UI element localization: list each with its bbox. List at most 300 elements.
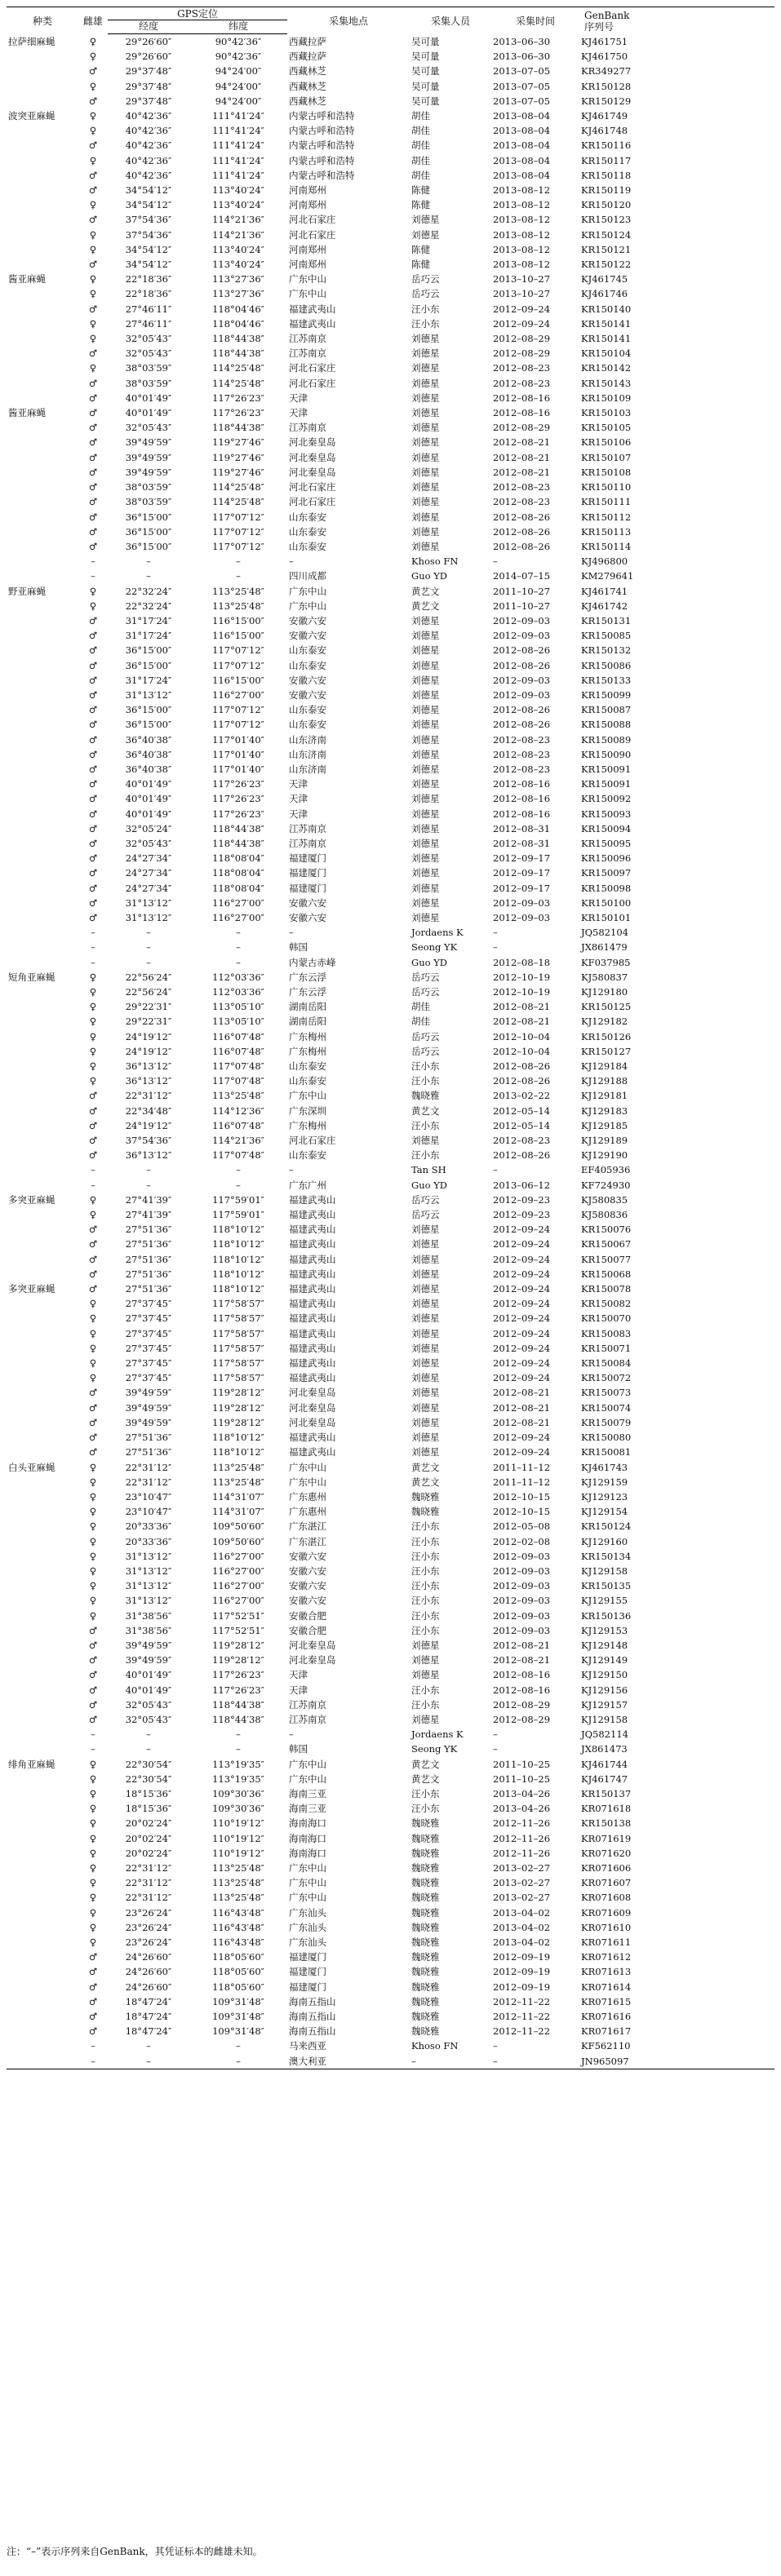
species-cell (7, 1564, 78, 1578)
species-cell (7, 494, 78, 509)
time-cell: – (493, 2040, 498, 2052)
time-cell: 2013–04–26 (493, 1803, 551, 1815)
site-cell: 福建厦门 (289, 867, 327, 879)
time-cell: 2012–10–04 (493, 1030, 551, 1042)
sex-cell: ♂ (88, 659, 98, 671)
time-cell: 2013–08–12 (493, 228, 551, 241)
genbank-cell: KR150142 (581, 362, 632, 374)
site-cell: 广东中山 (289, 1476, 327, 1488)
table-row (7, 613, 774, 628)
time-cell: 2011–10–25 (493, 1773, 551, 1785)
latitude-cell: 119°28′12″ (212, 1416, 264, 1428)
table-row (7, 1059, 774, 1073)
longitude-cell: 23°10′47″ (125, 1490, 172, 1503)
species-cell (7, 1801, 78, 1816)
table-row (7, 480, 774, 494)
collector-cell: 魏晓雅 (411, 1877, 440, 1889)
genbank-cell: KR150134 (581, 1550, 632, 1562)
species-cell (7, 1861, 78, 1875)
latitude-cell: 112°03′36″ (212, 986, 264, 998)
species-cell (7, 1044, 78, 1059)
site-cell: 广东惠州 (289, 1490, 327, 1503)
genbank-cell: KR150101 (581, 911, 632, 923)
sex-cell: ♀ (89, 199, 97, 211)
species-cell (7, 2024, 78, 2038)
species-cell (7, 1415, 78, 1430)
collector-cell: 刘德星 (411, 511, 440, 523)
table-row (7, 1118, 774, 1133)
site-cell: 河北秦皇岛 (289, 451, 336, 463)
table-row (7, 1697, 774, 1712)
collector-cell: 刘德星 (411, 1312, 440, 1325)
longitude-cell: 31°13′12″ (125, 1580, 172, 1592)
latitude-cell: 117°07′12″ (212, 511, 264, 523)
time-cell: 2012–08–29 (493, 1713, 551, 1725)
time-cell: 2012–08–21 (493, 451, 551, 463)
sex-cell: ♀ (89, 1892, 97, 1904)
site-cell: 福建武夷山 (289, 303, 336, 315)
sex-cell: ♀ (89, 333, 97, 345)
collector-cell: 岳巧云 (411, 971, 440, 983)
time-cell: 2012–09–19 (493, 1951, 551, 1963)
longitude-cell: 34°54′12″ (125, 259, 172, 271)
time-cell: 2012–08–29 (493, 333, 551, 345)
latitude-cell: 116°07′48″ (212, 1045, 264, 1057)
longitude-cell: 23°26′24″ (125, 1906, 172, 1919)
time-cell: 2012–09–24 (493, 1372, 551, 1384)
longitude-cell: 39°49′59″ (125, 1654, 172, 1666)
table-row (7, 1831, 774, 1846)
collector-cell: 刘德星 (411, 822, 440, 834)
collector-cell: 汪小东 (411, 1149, 440, 1162)
collector-cell: 刘德星 (411, 911, 440, 923)
time-cell: 2012–08–31 (493, 837, 551, 849)
longitude-cell: 40°42′36″ (125, 154, 172, 166)
time-cell: 2012–08–23 (493, 1135, 551, 1147)
table-row (7, 791, 774, 806)
species-cell (7, 64, 78, 78)
species-cell (7, 865, 78, 880)
latitude-cell: 114°21′36″ (212, 214, 264, 226)
footnote: 注：“–”表示序列来自GenBank，其凭证标本的雌雄未知。 (7, 2546, 263, 2557)
latitude-cell: 118°10′12″ (212, 1238, 264, 1250)
site-cell: 广东惠州 (289, 1506, 327, 1518)
collector-cell: 刘德星 (411, 214, 440, 226)
collector-cell: 刘德星 (411, 481, 440, 494)
sex-cell: ♂ (88, 1283, 98, 1295)
sex-cell: ♂ (88, 511, 98, 523)
species-cell (7, 1311, 78, 1326)
genbank-cell: KF037985 (581, 956, 631, 968)
site-cell: 海南海口 (289, 1847, 327, 1859)
collector-cell: 黄艺文 (411, 1104, 440, 1117)
site-cell: 天津 (289, 407, 308, 419)
collector-cell: 刘德星 (411, 1327, 440, 1339)
sex-cell: ♂ (88, 2011, 98, 2023)
table-row (7, 1133, 774, 1148)
site-cell: 韩国 (289, 1743, 308, 1755)
collector-cell: 刘德星 (411, 540, 440, 552)
species-cell (7, 1370, 78, 1385)
time-cell: 2012–09–03 (493, 1624, 551, 1636)
longitude-cell: 31°13′12″ (125, 1595, 172, 1607)
species-cell (7, 1267, 78, 1281)
latitude-cell: – (236, 1164, 241, 1176)
site-cell: 广东湛江 (289, 1520, 327, 1533)
time-cell: 2012–08–26 (493, 1149, 551, 1162)
collector-cell: 胡佳 (411, 169, 431, 181)
table-row (7, 465, 774, 480)
table-row (7, 1237, 774, 1251)
site-cell: 河南郑州 (289, 199, 327, 211)
sex-cell: ♂ (88, 377, 98, 389)
sex-cell: ♀ (89, 585, 97, 597)
genbank-cell: KR071619 (581, 1832, 632, 1844)
site-cell: 澳大利亚 (287, 2054, 410, 2069)
genbank-cell: KJ129123 (581, 1490, 628, 1503)
species-cell (7, 1385, 78, 1400)
time-cell: 2013–07–05 (493, 95, 551, 107)
longitude-cell: 24°19′12″ (125, 1030, 172, 1042)
latitude-cell: – (236, 956, 241, 968)
latitude-cell: 113°19′35″ (212, 1773, 264, 1785)
longitude-cell: 27°37′45″ (125, 1312, 172, 1325)
sex-cell: – (91, 927, 95, 939)
longitude-cell: 27°51′36″ (125, 1283, 172, 1295)
collector-cell: Khoso FN (411, 2040, 459, 2052)
species-cell (7, 2038, 78, 2053)
table-row (7, 1861, 774, 1875)
species-cell (7, 1162, 78, 1177)
sex-cell: ♂ (88, 1713, 98, 1725)
genbank-cell: KJ129182 (581, 1016, 628, 1028)
collector-cell: 刘德星 (411, 1372, 440, 1384)
table-row (7, 1430, 774, 1445)
latitude-cell: 118°05′60″ (212, 1951, 264, 1963)
table-row (7, 123, 774, 138)
collector-cell: 刘德星 (411, 644, 440, 657)
species-cell (7, 1890, 78, 1905)
species-cell (7, 673, 78, 688)
species-cell (7, 851, 78, 865)
site-cell: 海南五指山 (289, 2011, 336, 2023)
site-cell: 内蒙古呼和浩特 (289, 169, 355, 181)
time-cell: 2012–11–22 (493, 2011, 551, 2023)
site-cell: 内蒙古呼和浩特 (289, 154, 355, 166)
sex-cell: ♀ (89, 1906, 97, 1919)
time-cell: 2012–08–16 (493, 793, 551, 805)
collector-cell: 汪小东 (411, 1075, 440, 1087)
header-genbank-line2: 序列号 (584, 20, 615, 33)
collector-cell: 刘德星 (411, 1135, 440, 1147)
species-cell (7, 1786, 78, 1801)
sex-cell: ♀ (89, 1327, 97, 1339)
site-cell: 福建厦门 (289, 1966, 327, 1978)
sex-cell: ♂ (88, 422, 98, 434)
time-cell: 2012–08–26 (493, 511, 551, 523)
table-row (7, 1445, 774, 1459)
site-cell: 河北石家庄 (289, 362, 336, 374)
longitude-cell: 22°18′36″ (125, 288, 172, 300)
longitude-cell: 24°26′60″ (125, 1951, 172, 1963)
site-cell: 广东梅州 (289, 1119, 327, 1131)
collector-cell: 魏晓雅 (411, 1921, 440, 1933)
genbank-cell: KJ129156 (581, 1684, 628, 1696)
genbank-cell: KR150071 (581, 1342, 632, 1354)
species-cell (7, 925, 78, 940)
site-cell: 福建武夷山 (289, 1268, 336, 1280)
species-cell (7, 985, 78, 999)
latitude-cell: 113°40′24″ (212, 184, 264, 197)
table-row (7, 821, 774, 836)
time-cell: 2012–09–24 (493, 317, 551, 330)
time-cell: 2012–08–23 (493, 496, 551, 508)
species-cell (7, 138, 78, 153)
table-row (7, 168, 774, 183)
collector-cell: 刘德星 (411, 1298, 440, 1310)
latitude-cell: 116°27′00″ (212, 1550, 264, 1562)
collector-cell: 魏晓雅 (411, 1995, 440, 2007)
species-cell (7, 1653, 78, 1667)
time-cell: 2012–05–14 (493, 1104, 551, 1117)
time-cell: 2012–11–22 (493, 1995, 551, 2007)
time-cell: 2012–08–21 (493, 1001, 551, 1013)
table-row (7, 1370, 774, 1385)
site-cell: 福建武夷山 (289, 1312, 336, 1325)
collector-cell: – (410, 2054, 491, 2069)
latitude-cell: 109°31′48″ (212, 2025, 264, 2038)
species-cell (7, 791, 78, 806)
species-cell (7, 999, 78, 1014)
collector-cell: 汪小东 (411, 1550, 440, 1562)
latitude-cell: 117°07′48″ (212, 1060, 264, 1073)
time-cell: 2012–08–26 (493, 719, 551, 731)
genbank-cell: KR150094 (581, 822, 632, 834)
species-cell (7, 391, 78, 405)
latitude-cell: 90°42′36″ (215, 36, 262, 47)
sex-cell: ♂ (88, 392, 98, 404)
species-cell (7, 807, 78, 821)
sex-cell: ♀ (89, 1580, 97, 1592)
site-cell: 广东中山 (289, 1877, 327, 1889)
table-row (7, 242, 774, 257)
time-cell: 2012–09–03 (493, 614, 551, 626)
time-cell: 2012–09–19 (493, 1966, 551, 1978)
longitude-cell: 32°05′43″ (125, 333, 172, 345)
genbank-cell: KR150138 (581, 1817, 632, 1830)
latitude-cell: 117°07′12″ (212, 704, 264, 716)
site-cell: 山东济南 (289, 733, 327, 746)
table-row (7, 94, 774, 108)
time-cell: 2012–08–26 (493, 525, 551, 538)
genbank-cell: KJ461744 (581, 1758, 628, 1770)
site-cell: 海南五指山 (289, 2025, 336, 2038)
longitude-cell: 40°42′36″ (125, 139, 172, 152)
species-cell (7, 1029, 78, 1044)
collector-cell: 黄艺文 (411, 1476, 440, 1488)
site-cell: 江苏南京 (289, 822, 327, 834)
sex-cell: ♂ (88, 1966, 98, 1978)
site-cell: 福建武夷山 (289, 317, 336, 330)
sex-cell: ♂ (88, 733, 98, 746)
collector-cell: 魏晓雅 (411, 1817, 440, 1830)
latitude-cell: 112°03′36″ (212, 971, 264, 983)
species-cell (7, 94, 78, 108)
species-cell (7, 346, 78, 361)
species-cell (7, 1489, 78, 1504)
site-cell: 天津 (289, 392, 308, 404)
longitude-cell: 31°17′24″ (125, 630, 172, 642)
collector-cell: 汪小东 (411, 1520, 440, 1533)
time-cell: 2012–08–26 (493, 540, 551, 552)
site-cell: 天津 (289, 1684, 308, 1696)
time-cell: 2011–10–27 (493, 585, 551, 597)
site-cell: 天津 (289, 793, 308, 805)
species-cell: 野亚麻蝇 (8, 585, 46, 597)
site-cell: 河北秦皇岛 (289, 436, 336, 449)
species-cell (7, 1207, 78, 1222)
longitude-cell: 22°31′12″ (125, 1461, 172, 1473)
longitude-cell: 24°19′12″ (125, 1045, 172, 1057)
latitude-cell: 118°08′04″ (212, 882, 264, 894)
genbank-cell: KR150079 (581, 1416, 632, 1428)
sex-cell: ♀ (89, 1832, 97, 1844)
latitude-cell: 113°25′48″ (212, 1090, 264, 1102)
longitude-cell: 40°01′49″ (125, 778, 172, 790)
table-row (7, 420, 774, 435)
table-row (7, 1638, 774, 1653)
longitude-cell: 22°32′24″ (125, 600, 172, 612)
longitude-cell: 29°37′48″ (125, 80, 172, 92)
collector-cell: 胡佳 (411, 110, 431, 122)
table-row (7, 405, 774, 420)
longitude-cell: 20°02′24″ (125, 1847, 172, 1859)
table-row (7, 643, 774, 657)
collector-cell: 胡佳 (411, 154, 431, 166)
site-cell: 河南郑州 (289, 243, 327, 255)
collector-cell: 魏晓雅 (411, 1490, 440, 1503)
table-row (7, 197, 774, 212)
latitude-cell: 119°27′46″ (212, 466, 264, 478)
longitude-cell: 39°49′59″ (125, 466, 172, 478)
site-cell: 广东云浮 (289, 971, 327, 983)
latitude-cell: 116°27′00″ (212, 896, 264, 909)
longitude-cell: 27°51′36″ (125, 1446, 172, 1458)
latitude-cell: 113°25′48″ (212, 600, 264, 612)
genbank-cell: KR071618 (581, 1803, 632, 1815)
site-cell: 四川成都 (289, 570, 327, 582)
site-cell: 河南郑州 (289, 184, 327, 197)
sex-cell: ♂ (88, 1432, 98, 1444)
latitude-cell: 109°30′36″ (212, 1803, 264, 1815)
sex-cell: ♀ (89, 1535, 97, 1547)
sex-cell: ♂ (88, 1387, 98, 1399)
sex-cell: ♂ (88, 719, 98, 731)
site-cell: 山东泰安 (289, 1149, 327, 1162)
collector-cell: 魏晓雅 (411, 1981, 440, 1993)
longitude-cell: 27°41′39″ (125, 1193, 172, 1206)
time-cell: 2013–02–22 (493, 1090, 551, 1102)
longitude-cell: 36°13′12″ (125, 1060, 172, 1073)
sex-cell: ♂ (88, 496, 98, 508)
collector-cell: 胡佳 (411, 1001, 431, 1013)
longitude-cell: 29°22′31″ (125, 1001, 172, 1013)
sex-cell: ♀ (89, 1476, 97, 1488)
time-cell: 2012–11–22 (493, 2025, 551, 2038)
sex-cell: ♀ (89, 1595, 97, 1607)
collector-cell: Tan SH (411, 1164, 446, 1176)
sex-cell: ♂ (88, 1698, 98, 1711)
site-cell: 山东泰安 (289, 704, 327, 716)
latitude-cell: 118°10′12″ (212, 1268, 264, 1280)
sex-cell: ♀ (89, 125, 97, 137)
latitude-cell: – (236, 927, 241, 939)
genbank-cell: KR150073 (581, 1387, 632, 1399)
table-row (7, 1980, 774, 1994)
latitude-cell: 113°25′48″ (212, 1877, 264, 1889)
latitude-cell: 118°10′12″ (212, 1253, 264, 1265)
latitude-cell: 117°52′51″ (212, 1624, 264, 1636)
species-cell (7, 821, 78, 836)
genbank-cell: KJ461751 (581, 35, 628, 47)
sex-cell: ♂ (88, 169, 98, 181)
table-row (7, 1964, 774, 1979)
latitude-cell: 118°10′12″ (212, 1446, 264, 1458)
longitude-cell: – (146, 941, 151, 954)
site-cell: 海南五指山 (289, 1995, 336, 2007)
time-cell: 2012–08–21 (493, 436, 551, 449)
species-cell (7, 688, 78, 702)
sex-cell: ♂ (88, 451, 98, 463)
species-cell (7, 1014, 78, 1029)
collector-cell: 刘德星 (411, 704, 440, 716)
species-cell (7, 435, 78, 449)
table-row (7, 153, 774, 168)
table-row (7, 1950, 774, 1964)
time-cell: 2013–08–12 (493, 184, 551, 197)
site-cell: 海南三亚 (289, 1803, 327, 1815)
collector-cell: 魏晓雅 (411, 1892, 440, 1904)
latitude-cell: 118°44′38″ (212, 1713, 264, 1725)
latitude-cell: 114°21′36″ (212, 1135, 264, 1147)
collector-cell: 汪小东 (411, 1535, 440, 1547)
collector-cell: 黄艺文 (411, 1758, 440, 1770)
time-cell: 2013–02–27 (493, 1892, 551, 1904)
site-cell: 河北秦皇岛 (289, 466, 336, 478)
latitude-cell: 117°07′48″ (212, 1149, 264, 1162)
time-cell: 2012–05–08 (493, 1520, 551, 1533)
genbank-cell: KR150124 (581, 1520, 632, 1533)
genbank-cell: KR071612 (581, 1951, 632, 1963)
longitude-cell: 36°13′12″ (125, 1075, 172, 1087)
collector-cell: 刘德星 (411, 422, 440, 434)
time-cell: 2012–10–15 (493, 1506, 551, 1518)
species-cell: 酱亚麻蝇 (8, 407, 46, 419)
site-cell: 湖南岳阳 (289, 1001, 327, 1013)
longitude-cell: 29°26′60″ (125, 51, 172, 63)
latitude-cell: 113°40′24″ (212, 243, 264, 255)
time-cell: – (493, 927, 498, 939)
latitude-cell: 118°05′60″ (212, 1966, 264, 1978)
time-cell: 2012–09–24 (493, 1432, 551, 1444)
latitude-cell: 117°26′23″ (212, 1684, 264, 1696)
genbank-cell: KR150141 (581, 317, 632, 330)
longitude-cell: 24°26′60″ (125, 1981, 172, 1993)
species-cell (7, 1148, 78, 1162)
sex-cell: – (91, 1728, 95, 1741)
header-lon: 经度 (108, 20, 189, 34)
species-cell (7, 1475, 78, 1489)
